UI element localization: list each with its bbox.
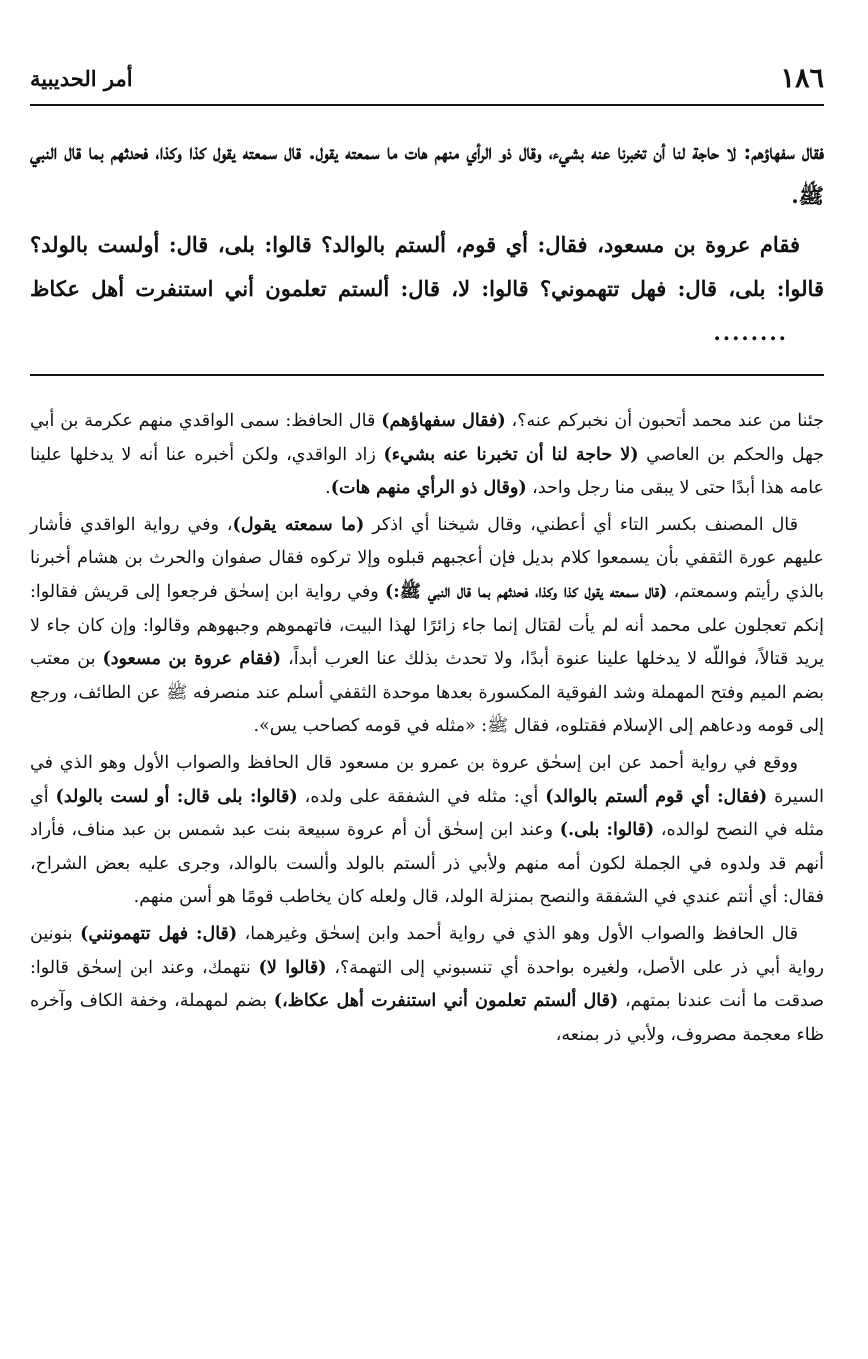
quoted-phrase: (قال ألستم تعلمون أني استنفرت أهل عكاظ،) — [273, 991, 619, 1012]
page-number: ١٨٦ — [780, 62, 824, 94]
main-paragraph — [30, 223, 824, 355]
quoted-phrase: (قال: فهل تتهمونني) — [80, 923, 238, 944]
commentary-text: أي: مثله في الشفقة على ولده، — [297, 786, 546, 807]
commentary-paragraph — [30, 747, 824, 915]
continuation-dots: ........ — [713, 320, 788, 345]
commentary-text: زاد الواقدي، ولكن أخبره عنا أنه لا يدخلها علينا عامه هذا أبدًا حتى لا يبقى منا رجل واحد، — [30, 444, 824, 499]
commentary-text: ، وفي رواية الواقدي فأشار عليهم عورة الثقفي بأن يسمعوا كلام بديل فإن أعجبهم قبلوه وإلا تركوه فقال صفوان والحرث بن هشام أخبرنا بالذي رأيتم وسمعتم، — [30, 514, 824, 602]
quoted-phrase: (فقال سفهاؤهم) — [381, 411, 506, 431]
main-paragraph — [30, 130, 824, 218]
commentary-text: بنونين رواية أبي ذر على الأصل، ولغيره بواحدة أي تنسبوني إلى التهمة؟، — [30, 923, 824, 978]
quoted-phrase: (ما سمعته يقول) — [232, 514, 365, 535]
commentary-text: قال الحافظ: سمى الواقدي منهم عكرمة بن أبي جهل والحكم بن العاصي — [30, 411, 825, 465]
quoted-phrase: (قالوا لا) — [258, 957, 327, 978]
commentary-divider — [30, 374, 824, 376]
commentary-paragraph — [30, 405, 824, 506]
commentary-text: قال الحافظ والصواب الأول وهو الذي في رواية أحمد وابن إسحٰق وغيرهما، — [237, 923, 798, 944]
commentary-text: بن معتب بضم الميم وفتح المهملة وشد الفوقية المكسورة بعدها موحدة الثقفي أسلم عند منصرفه ﷺ عن الطائف، ورجع إلى قومه ودعاهم إلى الإسلام فقتلوه، فقال ﷺ: «مثله في قومه كصاحب يس». — [30, 649, 824, 737]
commentary-text: . — [325, 478, 331, 499]
quoted-phrase: (فقام عروة بن مسعود) — [102, 649, 282, 670]
commentary-text: وفي رواية ابن إسحٰق فرجعوا إلى قريش فقالوا: إنكم تعجلون على محمد أنه لم يأت لقتال إنما جاء زائرًا لهذا البيت، فاتهموهم وجبهوهم وقالوا: وإن كان جاء لا يريد قتالاً، فواللّه لا يدخلها علينا عنوة أبدًا، ولا تحدث بذلك عنا العرب أبداً، — [30, 581, 824, 670]
quoted-phrase: (لا حاجة لنا أن تخبرنا عنه بشيء) — [383, 444, 639, 465]
commentary-paragraph — [30, 509, 824, 744]
commentary-section — [30, 405, 824, 1055]
main-paragraph-text: فقام عروة بن مسعود، فقال: أي قوم، ألستم بالوالد؟ قالوا: بلى، قال: أولست بالولد؟ قالوا: بلى، قال: فهل تتهموني؟ قالوا: لا، قال: ألستم تعلمون أني استنفرت أهل عكاظ — [30, 232, 824, 301]
commentary-text: أي مثله في النصح لوالده، — [30, 786, 824, 841]
main-paragraph-text: فقال سفهاؤهم: لا حاجة لنا أن تخبرنا عنه بشيء، وقال ذو الرأي منهم هات ما سمعته يقول. قال سمعته يقول كذا وكذا، فحدثهم بما قال النبي ﷺ. — [30, 139, 824, 208]
commentary-text: قال المصنف بكسر التاء أي أعطني، وقال شيخنا أي اذكر — [364, 514, 798, 535]
commentary-paragraph — [30, 918, 824, 1052]
commentary-text: بضم لمهملة، وخفة الكاف وآخره ظاء معجمة مصروف، ولأبي ذر بمنعه، — [30, 991, 824, 1045]
main-text — [30, 130, 824, 360]
quoted-phrase: (وقال ذو الرأي منهم هات) — [330, 478, 527, 499]
commentary-text: جئنا من عند محمد أتحبون أن نخبركم عنه؟، — [505, 411, 824, 431]
commentary-text: نتهمك، وعند ابن إسحٰق قالوا: صدقت ما أنت عندنا بمتهم، — [30, 957, 824, 1012]
header-divider — [30, 104, 824, 106]
quoted-phrase: (قال سمعته يقول كذا وكذا، فحدثهم بما قال النبي ﷺ:) — [385, 581, 668, 602]
quoted-phrase: (فقال: أي قوم ألستم بالوالد) — [545, 786, 768, 807]
quoted-phrase: (قالوا: بلى.) — [559, 820, 655, 841]
commentary-text: وعند ابن إسحٰق أن أم عروة سبيعة بنت عبد شمس بن عبد مناف، فأراد أنهم قد ولدوه في الجملة لكون أمه منهم ولأبي ذر ألستم بالولد وألست بالوالد، وجرى عليه بعض الشراح، فقال: أي أنتم عندي في الشفقة والنصح بمنزلة الولد، قال ولعله كان يخاطب قومًا هو أسن منهم. — [30, 820, 824, 908]
running-title: أمر الحديبية — [30, 65, 133, 91]
page-header — [30, 58, 824, 98]
quoted-phrase: (قالوا: بلى قال: أو لست بالولد) — [55, 786, 298, 807]
commentary-text: ووقع في رواية أحمد عن ابن إسحٰق عروة بن عمرو بن مسعود قال الحافظ والصواب الأول وهو الذي في السيرة — [30, 752, 824, 807]
